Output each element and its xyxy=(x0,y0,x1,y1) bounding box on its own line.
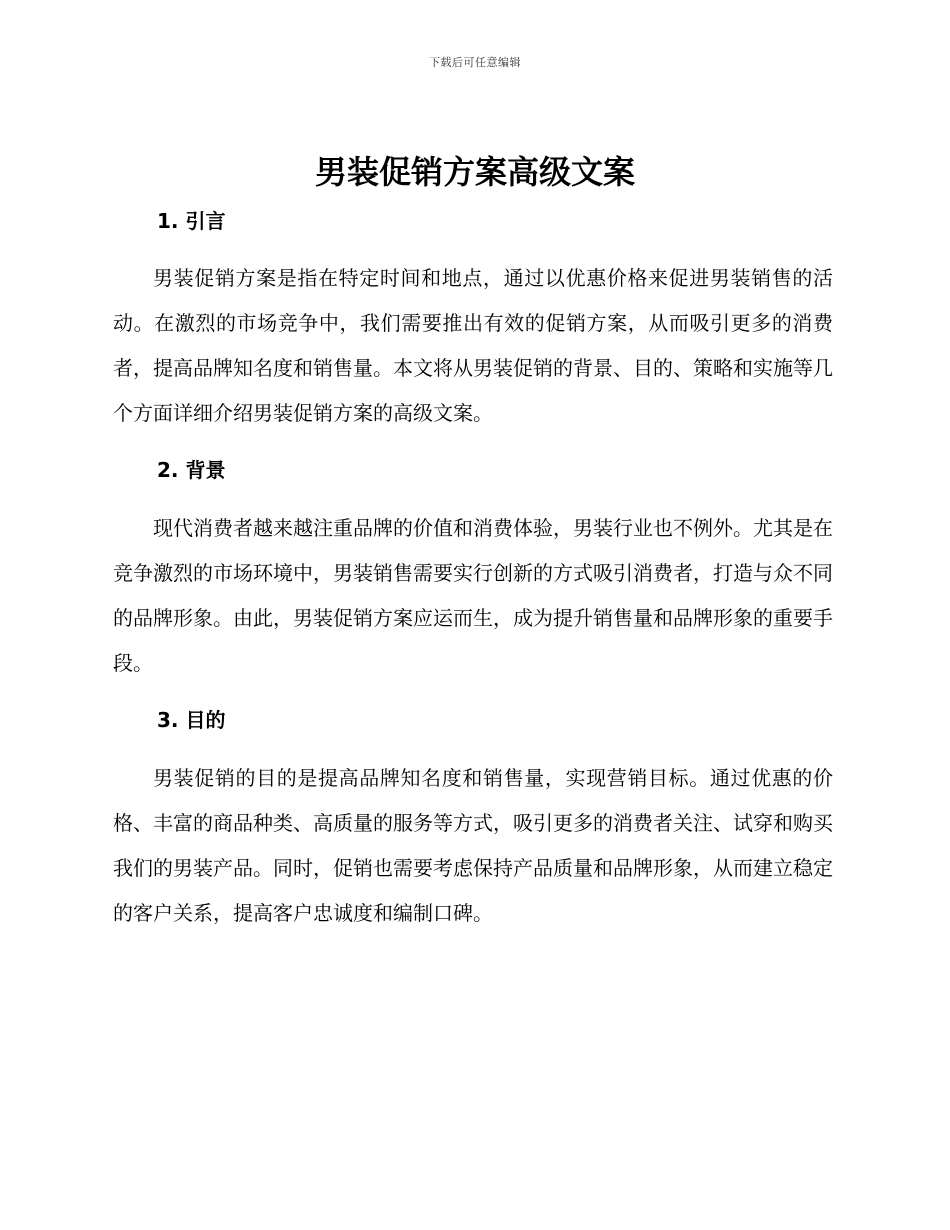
section-paragraph-background: 现代消费者越来越注重品牌的价值和消费体验，男装行业也不例外。尤其是在竞争激烈的市场环境中，男装销售需要实行创新的方式吸引消费者，打造与众不同的品牌形象。由此，男装促销方案应运而生，成为提升销售量和品牌形象的重要手段。 xyxy=(113,516,833,675)
section-heading-purpose: 3. 目的 xyxy=(157,708,226,732)
section-paragraph-purpose: 男装促销的目的是提高品牌知名度和销售量，实现营销目标。通过优惠的价格、丰富的商品种类、高质量的服务等方式，吸引更多的消费者关注、试穿和购买我们的男装产品。同时，促销也需要考虑保持产品质量和品牌形象，从而建立稳定的客户关系，提高客户忠诚度和编制口碑。 xyxy=(113,766,833,925)
section-paragraph-introduction: 男装促销方案是指在特定时间和地点，通过以优惠价格来促进男装销售的活动。在激烈的市场竞争中，我们需要推出有效的促销方案，从而吸引更多的消费者，提高品牌知名度和销售量。本文将从男装促销的背景、目的、策略和实施等几个方面详细介绍男装促销方案的高级文案。 xyxy=(113,266,833,425)
header-note: 下载后可任意编辑 xyxy=(429,56,521,69)
section-heading-introduction: 1. 引言 xyxy=(157,209,226,233)
section-heading-background: 2. 背景 xyxy=(157,458,226,482)
document-title: 男装促销方案高级文案 xyxy=(314,153,635,191)
